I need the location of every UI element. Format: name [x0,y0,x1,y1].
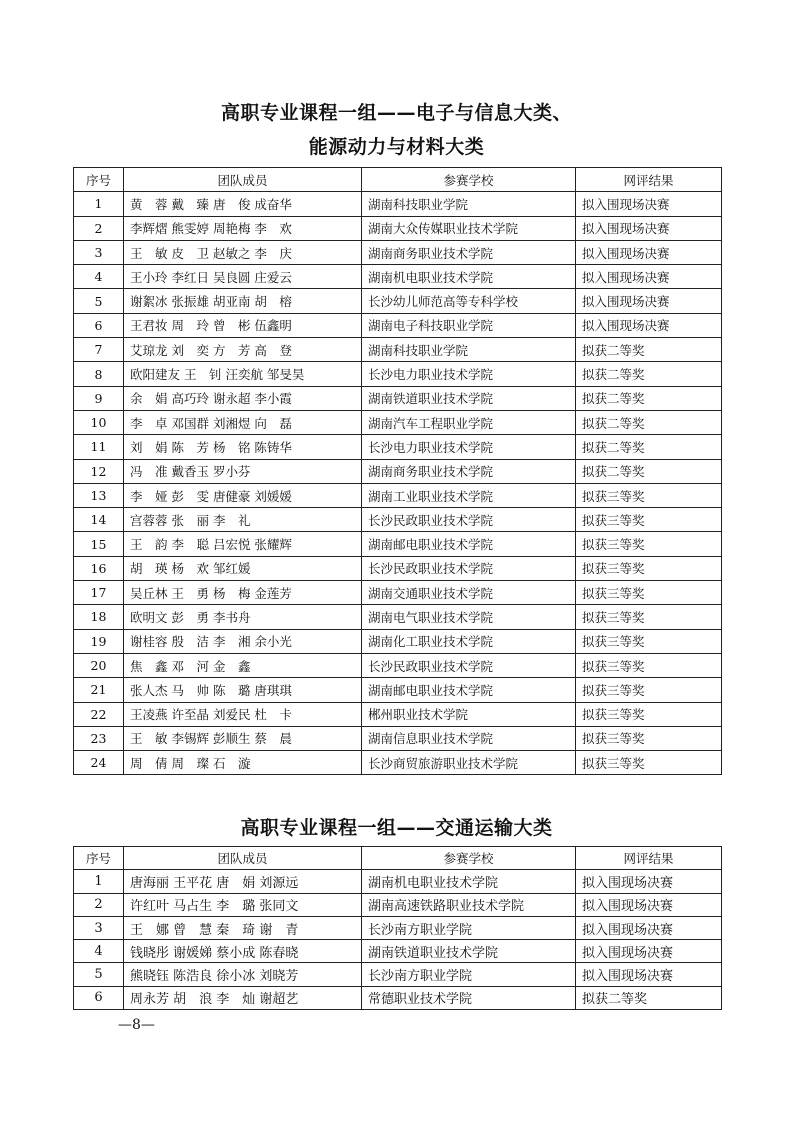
table-row [74,386,722,410]
table-row [74,508,722,532]
cell-members: 钱晓彤 谢媛娣 蔡小成 陈春晓 [124,940,362,963]
table-row [74,870,722,893]
cell-result: 拟获三等奖 [576,483,722,507]
table-row [74,216,722,240]
cell-school: 长沙电力职业技术学院 [362,435,576,459]
cell-school: 长沙商贸旅游职业技术学院 [362,751,576,775]
cell-school: 湖南汽车工程职业学院 [362,410,576,434]
table-row [74,459,722,483]
cell-index: 4 [74,265,124,289]
cell-school: 长沙民政职业技术学院 [362,653,576,677]
table-row [74,726,722,750]
cell-result: 拟获三等奖 [576,653,722,677]
cell-school: 长沙南方职业学院 [362,916,576,939]
cell-members: 焦 鑫 邓 河 金 鑫 [124,653,362,677]
cell-school: 常德职业技术学院 [362,986,576,1009]
cell-members: 黄 蓉 戴 臻 唐 俊 成奋华 [124,192,362,216]
cell-members: 刘 娟 陈 芳 杨 铭 陈铸华 [124,435,362,459]
table-row [74,313,722,337]
cell-members: 李 娅 彭 雯 唐健豪 刘媛媛 [124,483,362,507]
cell-result: 拟获二等奖 [576,986,722,1009]
table-row [74,893,722,916]
cell-result: 拟获三等奖 [576,556,722,580]
header-members: 团队成员 [124,847,362,870]
cell-result: 拟入围现场决赛 [576,916,722,939]
cell-school: 湖南铁道职业技术学院 [362,386,576,410]
cell-result: 拟获三等奖 [576,751,722,775]
cell-result: 拟入围现场决赛 [576,963,722,986]
cell-result: 拟入围现场决赛 [576,870,722,893]
section1-title-line1: 高职专业课程一组——电子与信息大类、 [220,102,572,124]
table-row [74,678,722,702]
table-row [74,916,722,939]
cell-school: 湖南化工职业技术学院 [362,629,576,653]
cell-result: 拟入围现场决赛 [576,192,722,216]
cell-index: 5 [74,963,124,986]
section2-title: 高职专业课程一组——交通运输大类 [240,817,553,839]
cell-school: 湖南交通职业技术学院 [362,581,576,605]
cell-result: 拟获二等奖 [576,410,722,434]
cell-index: 20 [74,653,124,677]
cell-school: 湖南大众传媒职业技术学院 [362,216,576,240]
table-row [74,240,722,264]
cell-members: 宫蓉蓉 张 丽 李 礼 [124,508,362,532]
cell-index: 2 [74,893,124,916]
cell-members: 唐海丽 王平花 唐 娟 刘源远 [124,870,362,893]
header-result: 网评结果 [576,168,722,192]
cell-members: 李辉熠 熊雯婷 周艳梅 李 欢 [124,216,362,240]
cell-members: 王 韵 李 聪 吕宏悦 张耀辉 [124,532,362,556]
header-members: 团队成员 [124,168,362,192]
cell-members: 欧明文 彭 勇 李书舟 [124,605,362,629]
cell-members: 王凌燕 许至晶 刘爱民 杜 卡 [124,702,362,726]
cell-index: 1 [74,870,124,893]
cell-index: 13 [74,483,124,507]
cell-index: 6 [74,986,124,1009]
cell-members: 王君妆 周 玲 曾 彬 伍鑫明 [124,313,362,337]
cell-result: 拟入围现场决赛 [576,313,722,337]
cell-index: 21 [74,678,124,702]
cell-school: 湖南商务职业技术学院 [362,240,576,264]
cell-members: 冯 准 戴香玉 罗小芬 [124,459,362,483]
table-row [74,963,722,986]
cell-result: 拟获三等奖 [576,581,722,605]
cell-school: 湖南高速铁路职业技术学院 [362,893,576,916]
cell-members: 王 敏 李锡辉 彭顺生 蔡 晨 [124,726,362,750]
cell-school: 湖南电子科技职业学院 [362,313,576,337]
table-row [74,289,722,313]
cell-school: 长沙幼儿师范高等专科学校 [362,289,576,313]
table-header-row [74,847,722,870]
cell-school: 长沙民政职业技术学院 [362,556,576,580]
table-row [74,751,722,775]
cell-members: 周 倩 周 璨 石 漩 [124,751,362,775]
cell-school: 湖南商务职业技术学院 [362,459,576,483]
cell-members: 许红叶 马占生 李 璐 张同文 [124,893,362,916]
cell-index: 12 [74,459,124,483]
cell-index: 18 [74,605,124,629]
cell-result: 拟获三等奖 [576,508,722,532]
header-school: 参赛学校 [362,847,576,870]
table-row [74,265,722,289]
cell-index: 2 [74,216,124,240]
cell-index: 9 [74,386,124,410]
cell-school: 湖南信息职业技术学院 [362,726,576,750]
cell-result: 拟获三等奖 [576,629,722,653]
cell-members: 王 娜 曾 慧 秦 琦 谢 青 [124,916,362,939]
cell-members: 王小玲 李红日 吴良圆 庄爱云 [124,265,362,289]
header-result: 网评结果 [576,847,722,870]
cell-index: 1 [74,192,124,216]
table-row [74,629,722,653]
cell-result: 拟入围现场决赛 [576,940,722,963]
table-row [74,192,722,216]
cell-result: 拟获二等奖 [576,435,722,459]
cell-index: 6 [74,313,124,337]
cell-members: 谢桂容 殷 洁 李 湘 余小光 [124,629,362,653]
cell-members: 周永芳 胡 浪 李 灿 谢超艺 [124,986,362,1009]
table-row [74,362,722,386]
cell-school: 湖南机电职业技术学院 [362,265,576,289]
cell-school: 湖南电气职业技术学院 [362,605,576,629]
cell-index: 3 [74,916,124,939]
table-row [74,338,722,362]
cell-result: 拟获二等奖 [576,459,722,483]
cell-school: 湖南邮电职业技术学院 [362,678,576,702]
cell-index: 17 [74,581,124,605]
cell-index: 23 [74,726,124,750]
cell-index: 7 [74,338,124,362]
cell-members: 谢絮冰 张振雄 胡亚南 胡 榕 [124,289,362,313]
header-school: 参赛学校 [362,168,576,192]
table-row [74,986,722,1009]
cell-index: 14 [74,508,124,532]
cell-members: 胡 瑛 杨 欢 邹红媛 [124,556,362,580]
table-row [74,581,722,605]
cell-result: 拟入围现场决赛 [576,216,722,240]
cell-members: 吴丘林 王 勇 杨 梅 金莲芳 [124,581,362,605]
cell-index: 10 [74,410,124,434]
cell-school: 郴州职业技术学院 [362,702,576,726]
results-table-transport [73,846,722,1010]
cell-result: 拟入围现场决赛 [576,289,722,313]
header-index: 序号 [74,168,124,192]
cell-school: 湖南邮电职业技术学院 [362,532,576,556]
cell-members: 王 敏 皮 卫 赵敏之 李 庆 [124,240,362,264]
cell-members: 熊晓钰 陈浩良 徐小冰 刘晓芳 [124,963,362,986]
cell-school: 湖南科技职业学院 [362,192,576,216]
cell-school: 长沙民政职业技术学院 [362,508,576,532]
table-row [74,435,722,459]
cell-result: 拟入围现场决赛 [576,265,722,289]
page-number: —8— [118,1017,155,1033]
cell-index: 22 [74,702,124,726]
table-row [74,653,722,677]
section1-title-line2: 能源动力与材料大类 [308,136,485,158]
table-row [74,605,722,629]
cell-result: 拟获二等奖 [576,362,722,386]
table-row [74,940,722,963]
cell-index: 5 [74,289,124,313]
cell-school: 湖南机电职业技术学院 [362,870,576,893]
table-row [74,702,722,726]
cell-index: 4 [74,940,124,963]
cell-school: 长沙电力职业技术学院 [362,362,576,386]
table-header-row [74,168,722,192]
cell-index: 8 [74,362,124,386]
cell-school: 湖南工业职业技术学院 [362,483,576,507]
table-row [74,532,722,556]
cell-result: 拟获三等奖 [576,605,722,629]
cell-index: 24 [74,751,124,775]
cell-members: 余 娟 高巧玲 谢永超 李小霞 [124,386,362,410]
cell-index: 16 [74,556,124,580]
cell-school: 湖南铁道职业技术学院 [362,940,576,963]
cell-result: 拟入围现场决赛 [576,240,722,264]
cell-result: 拟获三等奖 [576,702,722,726]
cell-result: 拟获二等奖 [576,386,722,410]
table-row [74,556,722,580]
cell-school: 湖南科技职业学院 [362,338,576,362]
cell-members: 艾琼龙 刘 奕 方 芳 高 登 [124,338,362,362]
table-row [74,410,722,434]
results-table-electronics [73,167,722,775]
cell-members: 李 卓 邓国群 刘湘煜 向 磊 [124,410,362,434]
cell-result: 拟获二等奖 [576,338,722,362]
cell-school: 长沙南方职业学院 [362,963,576,986]
cell-members: 张人杰 马 帅 陈 璐 唐琪琪 [124,678,362,702]
cell-result: 拟获三等奖 [576,726,722,750]
cell-result: 拟获三等奖 [576,678,722,702]
cell-result: 拟获三等奖 [576,532,722,556]
cell-index: 19 [74,629,124,653]
cell-index: 15 [74,532,124,556]
cell-result: 拟入围现场决赛 [576,893,722,916]
cell-index: 11 [74,435,124,459]
cell-index: 3 [74,240,124,264]
table-row [74,483,722,507]
cell-members: 欧阳建友 王 钊 汪奕航 邹旻昊 [124,362,362,386]
header-index: 序号 [74,847,124,870]
